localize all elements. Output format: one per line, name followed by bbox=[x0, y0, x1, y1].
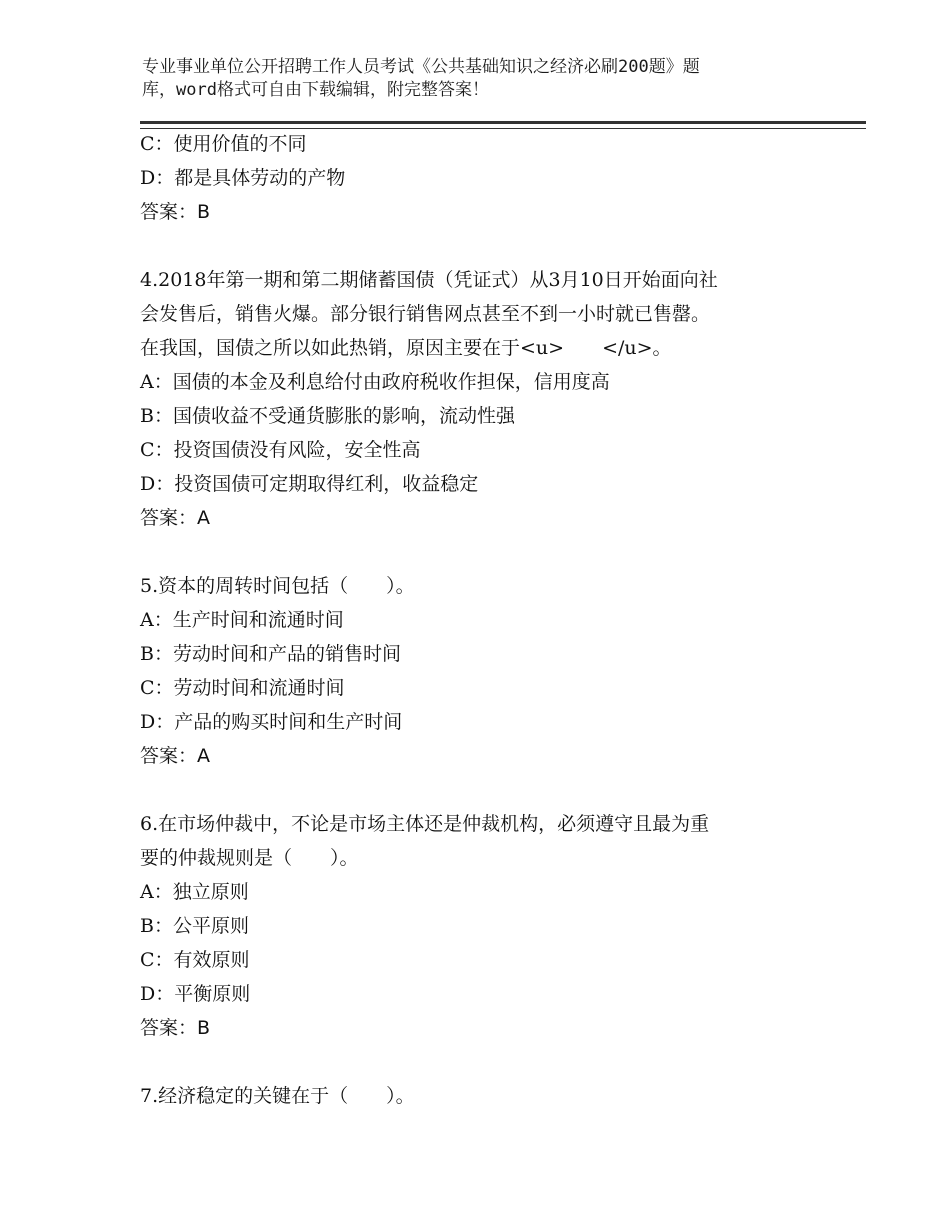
option-d: D：投资国债可定期取得红利，收益稳定 bbox=[140, 473, 479, 495]
answer-label: 答案：B bbox=[140, 201, 211, 223]
option-c: C：有效原则 bbox=[140, 949, 250, 971]
question-4 bbox=[140, 263, 840, 535]
option-c: C：使用价值的不同 bbox=[140, 133, 307, 155]
option-b: B：国债收益不受通货膨胀的影响，流动性强 bbox=[140, 405, 515, 427]
question-5 bbox=[140, 569, 840, 773]
option-b: B：劳动时间和产品的销售时间 bbox=[140, 643, 401, 665]
option-d: D：产品的购买时间和生产时间 bbox=[140, 711, 403, 733]
question-stem-line: 5.资本的周转时间包括（ ）。 bbox=[140, 575, 415, 597]
answer-label: 答案：A bbox=[140, 507, 210, 529]
header-title-line-1: 专业事业单位公开招聘工作人员考试《公共基础知识之经济必刷200题》题 bbox=[142, 57, 700, 77]
option-a: A：独立原则 bbox=[140, 881, 249, 903]
question-7 bbox=[140, 1079, 840, 1113]
spacer bbox=[140, 229, 840, 263]
option-c: C：投资国债没有风险，安全性高 bbox=[140, 439, 421, 461]
answer-label: 答案：B bbox=[140, 1017, 211, 1039]
question-stem-line: 6.在市场仲裁中，不论是市场主体还是仲裁机构，必须遵守且最为重 bbox=[140, 813, 710, 835]
option-b: B：公平原则 bbox=[140, 915, 249, 937]
spacer bbox=[140, 773, 840, 807]
spacer bbox=[140, 1045, 840, 1079]
option-a: A：国债的本金及利息给付由政府税收作担保，信用度高 bbox=[140, 371, 610, 393]
header-title-line-2: 库，word格式可自由下载编辑，附完整答案！ bbox=[142, 80, 489, 100]
question-list bbox=[140, 127, 840, 1113]
question-6 bbox=[140, 807, 840, 1045]
question-stem-line: 会发售后，销售火爆。部分银行销售网点甚至不到一小时就已售罄。 bbox=[140, 303, 711, 325]
answer-label: 答案：A bbox=[140, 745, 210, 767]
document-header bbox=[142, 56, 782, 102]
option-d: D：都是具体劳动的产物 bbox=[140, 167, 346, 189]
option-d: D：平衡原则 bbox=[140, 983, 251, 1005]
option-c: C：劳动时间和流通时间 bbox=[140, 677, 345, 699]
question-stem-line: 7.经济稳定的关键在于（ ）。 bbox=[140, 1085, 415, 1107]
question-stem-line: 4.2018年第一期和第二期储蓄国债（凭证式）从3月10日开始面向社 bbox=[140, 269, 718, 291]
question-stem-line: 在我国，国债之所以如此热销，原因主要在于<u> </u>。 bbox=[140, 337, 672, 359]
question-3 bbox=[140, 127, 840, 229]
spacer bbox=[140, 535, 840, 569]
option-a: A：生产时间和流通时间 bbox=[140, 609, 344, 631]
question-stem-line: 要的仲裁规则是（ ）。 bbox=[140, 847, 359, 869]
